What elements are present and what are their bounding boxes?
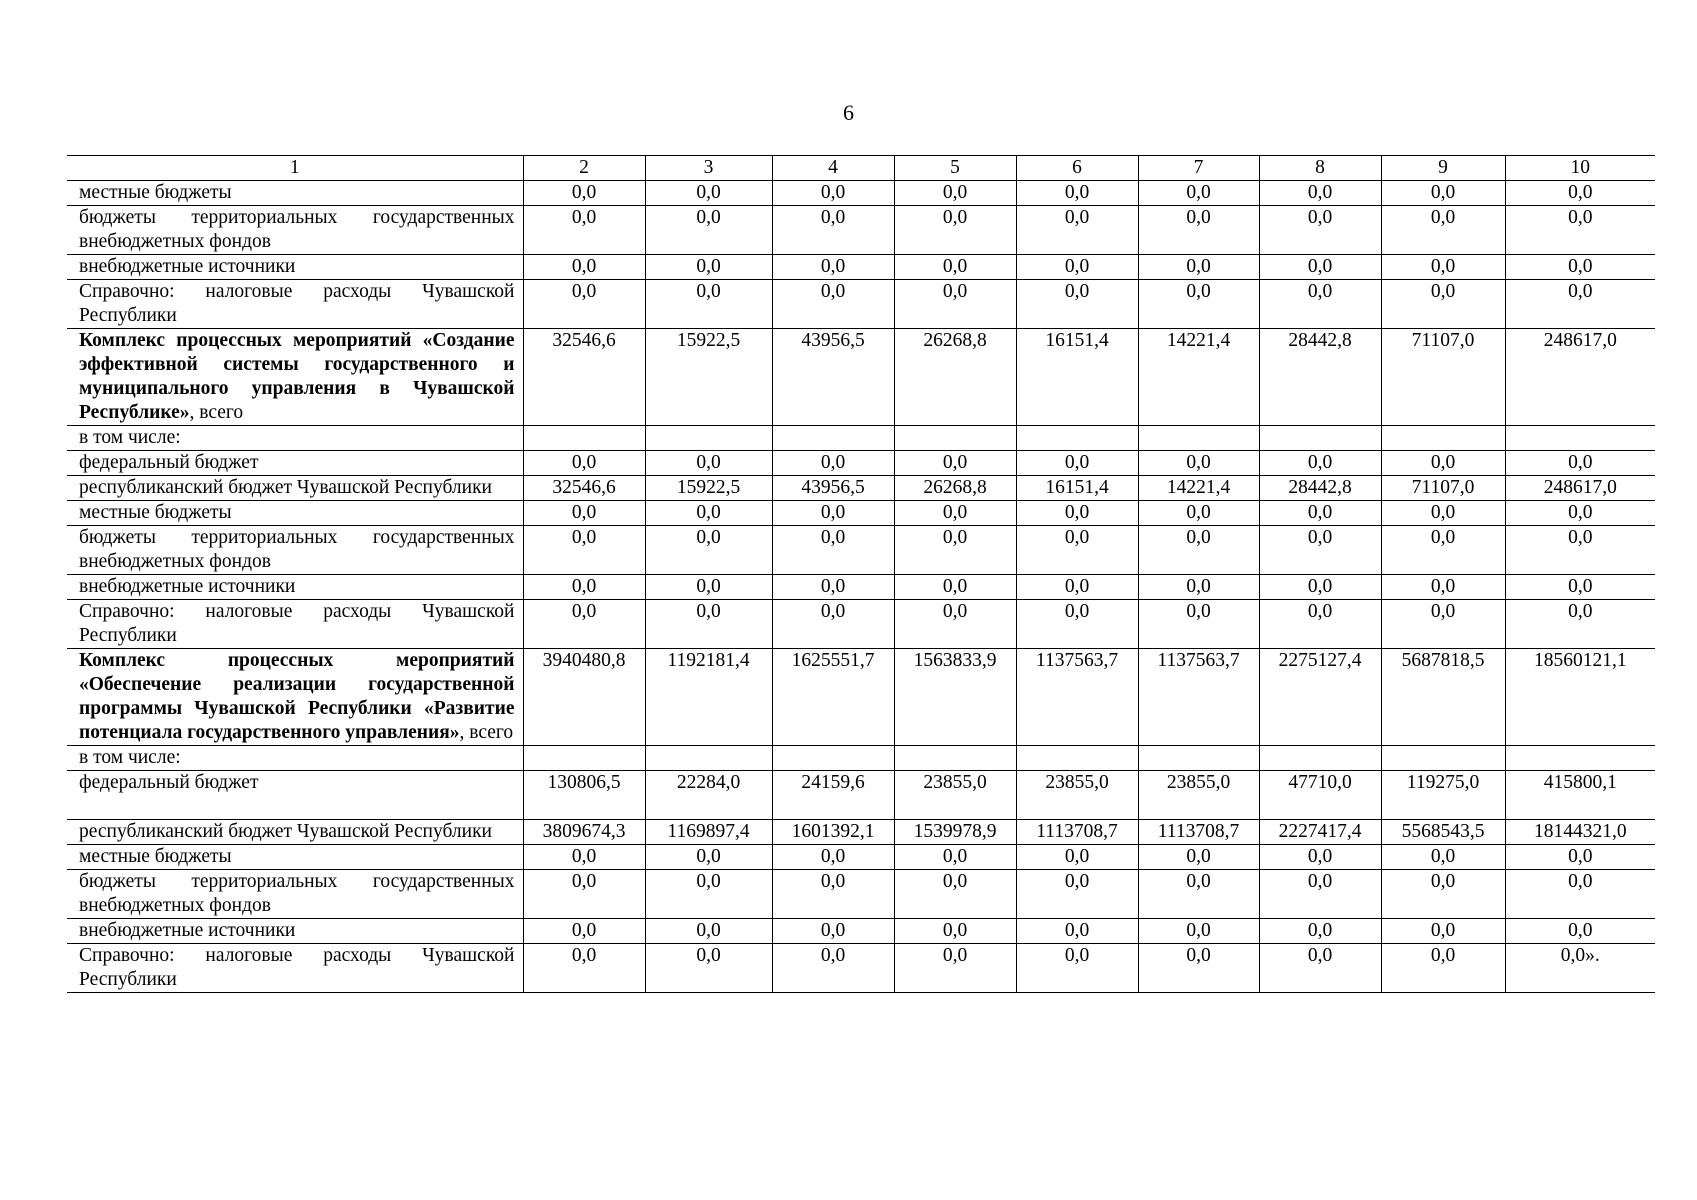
value-cell [772,426,894,451]
value-cell: 0,0 [645,870,772,919]
value-cell: 0,0 [523,255,645,280]
value-cell: 2275127,4 [1259,649,1381,746]
value-cell: 0,0 [645,575,772,600]
table-row [67,451,1655,476]
value-cell: 0,0 [1259,181,1381,206]
value-cell: 0,0 [894,575,1016,600]
value-cell: 0,0 [523,526,645,575]
value-cell [523,426,645,451]
value-cell: 0,0 [645,451,772,476]
value-cell: 0,0 [645,944,772,993]
row-label: внебюджетные источники [67,919,523,944]
value-cell: 0,0 [1505,501,1655,526]
header-cell: 4 [772,156,894,181]
row-label: федеральный бюджет [67,451,523,476]
table-header-row [67,156,1655,181]
value-cell: 0,0 [523,181,645,206]
value-cell: 43956,5 [772,329,894,426]
table-row [67,820,1655,845]
value-cell: 0,0 [1381,181,1505,206]
row-label: местные бюджеты [67,501,523,526]
value-cell: 0,0 [894,255,1016,280]
value-cell: 0,0 [1381,944,1505,993]
value-cell: 119275,0 [1381,771,1505,820]
value-cell: 28442,8 [1259,476,1381,501]
value-cell: 130806,5 [523,771,645,820]
value-cell: 0,0 [1016,600,1138,649]
value-cell [894,426,1016,451]
value-cell: 0,0 [523,575,645,600]
value-cell: 0,0 [645,501,772,526]
value-cell: 0,0 [1138,845,1259,870]
value-cell: 1113708,7 [1138,820,1259,845]
header-cell: 10 [1505,156,1655,181]
value-cell: 0,0 [1138,870,1259,919]
value-cell: 0,0 [1505,870,1655,919]
row-label: в том числе: [67,426,523,451]
value-cell: 22284,0 [645,771,772,820]
value-cell: 16151,4 [1016,329,1138,426]
value-cell: 0,0 [1381,600,1505,649]
header-cell: 1 [67,156,523,181]
value-cell: 0,0 [1381,451,1505,476]
value-cell: 1192181,4 [645,649,772,746]
value-cell: 0,0 [1138,255,1259,280]
value-cell [1381,426,1505,451]
value-cell: 26268,8 [894,476,1016,501]
value-cell: 0,0 [894,451,1016,476]
table-row [67,944,1655,993]
value-cell: 0,0 [645,526,772,575]
value-cell: 0,0 [523,845,645,870]
value-cell: 0,0 [1505,845,1655,870]
value-cell [1138,426,1259,451]
value-cell: 0,0 [523,451,645,476]
value-cell: 0,0 [1259,600,1381,649]
value-cell: 0,0 [1505,206,1655,255]
value-cell: 0,0 [1138,501,1259,526]
row-label: бюджеты территориальных государственных внебюджетных фондов [67,206,523,255]
value-cell: 0,0 [772,206,894,255]
value-cell: 0,0 [1138,919,1259,944]
value-cell: 0,0 [1138,280,1259,329]
value-cell: 0,0 [894,280,1016,329]
value-cell: 0,0». [1505,944,1655,993]
value-cell: 5687818,5 [1381,649,1505,746]
value-cell: 0,0 [1505,526,1655,575]
value-cell: 1625551,7 [772,649,894,746]
value-cell: 32546,6 [523,329,645,426]
value-cell: 1137563,7 [1138,649,1259,746]
value-cell: 0,0 [1138,526,1259,575]
value-cell: 14221,4 [1138,476,1259,501]
row-label-bold: Комплекс процессных мероприятий «Обеспечение реализации государственной программы Чувашской Республики «Развитие потенциала государственного управления» [79,650,515,743]
value-cell: 0,0 [1259,870,1381,919]
value-cell [1016,746,1138,771]
value-cell: 0,0 [1505,451,1655,476]
value-cell [1016,426,1138,451]
value-cell: 0,0 [1505,600,1655,649]
row-label: местные бюджеты [67,181,523,206]
value-cell: 1539978,9 [894,820,1016,845]
value-cell: 0,0 [1505,280,1655,329]
value-cell: 0,0 [523,206,645,255]
value-cell [1259,426,1381,451]
table-row [67,845,1655,870]
page-number: 6 [843,100,854,125]
value-cell: 32546,6 [523,476,645,501]
value-cell: 0,0 [772,919,894,944]
budget-table [67,155,1655,993]
value-cell: 0,0 [894,526,1016,575]
table-row [67,476,1655,501]
value-cell: 0,0 [1138,206,1259,255]
row-label: республиканский бюджет Чувашской Республики [67,476,523,501]
header-cell: 5 [894,156,1016,181]
value-cell: 0,0 [645,255,772,280]
table-row [67,426,1655,451]
row-label: внебюджетные источники [67,575,523,600]
header-cell: 2 [523,156,645,181]
value-cell: 415800,1 [1505,771,1655,820]
value-cell: 5568543,5 [1381,820,1505,845]
value-cell: 0,0 [1138,181,1259,206]
row-label: Справочно: налоговые расходы Чувашской Республики [67,944,523,993]
value-cell: 0,0 [894,944,1016,993]
value-cell: 0,0 [772,575,894,600]
value-cell: 0,0 [523,870,645,919]
value-cell: 26268,8 [894,329,1016,426]
value-cell: 0,0 [772,451,894,476]
value-cell: 0,0 [894,600,1016,649]
value-cell: 0,0 [645,600,772,649]
value-cell: 0,0 [1259,575,1381,600]
value-cell: 0,0 [1016,181,1138,206]
value-cell: 23855,0 [1016,771,1138,820]
value-cell: 0,0 [1016,451,1138,476]
row-label-suffix: , всего [189,402,244,423]
value-cell: 0,0 [1505,575,1655,600]
table-row [67,255,1655,280]
value-cell: 0,0 [1016,501,1138,526]
header-cell: 3 [645,156,772,181]
value-cell: 0,0 [1381,255,1505,280]
value-cell: 0,0 [1259,255,1381,280]
value-cell: 0,0 [1259,451,1381,476]
value-cell: 15922,5 [645,329,772,426]
value-cell: 43956,5 [772,476,894,501]
row-label: бюджеты территориальных государственных внебюджетных фондов [67,526,523,575]
row-label: внебюджетные источники [67,255,523,280]
value-cell: 0,0 [772,255,894,280]
value-cell: 14221,4 [1138,329,1259,426]
header-cell: 6 [1016,156,1138,181]
table-row [67,771,1655,820]
value-cell: 0,0 [894,870,1016,919]
table-row [67,501,1655,526]
value-cell: 0,0 [1381,526,1505,575]
value-cell [523,746,645,771]
row-label [67,649,523,746]
row-label-bold: Комплекс процессных мероприятий «Создание эффективной системы государственного и муниципального управления в Чувашской Республике» [79,330,515,423]
value-cell: 0,0 [894,181,1016,206]
table-row [67,526,1655,575]
row-label: Справочно: налоговые расходы Чувашской Республики [67,280,523,329]
value-cell: 0,0 [1259,280,1381,329]
value-cell: 0,0 [1505,919,1655,944]
table-row [67,870,1655,919]
value-cell: 0,0 [894,206,1016,255]
value-cell: 0,0 [772,845,894,870]
value-cell: 0,0 [1016,575,1138,600]
value-cell [1505,426,1655,451]
value-cell [1138,746,1259,771]
table-row [67,280,1655,329]
value-cell: 3940480,8 [523,649,645,746]
value-cell: 0,0 [1138,944,1259,993]
value-cell: 0,0 [772,181,894,206]
value-cell: 0,0 [523,919,645,944]
value-cell: 0,0 [1016,919,1138,944]
value-cell: 1137563,7 [1016,649,1138,746]
value-cell: 0,0 [523,600,645,649]
value-cell: 0,0 [1016,870,1138,919]
value-cell: 0,0 [1381,280,1505,329]
value-cell: 0,0 [1505,255,1655,280]
row-label: местные бюджеты [67,845,523,870]
table-row [67,919,1655,944]
table-row [67,181,1655,206]
table-row [67,329,1655,426]
value-cell: 0,0 [1381,575,1505,600]
value-cell: 0,0 [645,919,772,944]
value-cell: 0,0 [1381,919,1505,944]
value-cell: 0,0 [894,919,1016,944]
value-cell: 1563833,9 [894,649,1016,746]
value-cell [1259,746,1381,771]
value-cell: 18560121,1 [1505,649,1655,746]
value-cell: 0,0 [1016,845,1138,870]
header-cell: 8 [1259,156,1381,181]
table-row [67,575,1655,600]
value-cell: 2227417,4 [1259,820,1381,845]
value-cell: 0,0 [772,526,894,575]
value-cell: 0,0 [523,501,645,526]
table-row [67,206,1655,255]
value-cell: 0,0 [1016,280,1138,329]
value-cell [645,426,772,451]
value-cell [1381,746,1505,771]
value-cell: 1601392,1 [772,820,894,845]
value-cell: 0,0 [894,845,1016,870]
value-cell: 1169897,4 [645,820,772,845]
value-cell: 0,0 [1259,501,1381,526]
value-cell [772,746,894,771]
value-cell: 0,0 [1259,206,1381,255]
value-cell: 0,0 [772,600,894,649]
value-cell: 0,0 [1138,600,1259,649]
value-cell: 0,0 [1381,501,1505,526]
value-cell: 0,0 [1016,255,1138,280]
value-cell: 28442,8 [1259,329,1381,426]
value-cell: 0,0 [645,206,772,255]
value-cell: 0,0 [645,845,772,870]
value-cell [894,746,1016,771]
value-cell: 0,0 [1259,845,1381,870]
value-cell: 23855,0 [1138,771,1259,820]
value-cell: 0,0 [1016,206,1138,255]
value-cell: 0,0 [1381,870,1505,919]
value-cell: 18144321,0 [1505,820,1655,845]
value-cell: 15922,5 [645,476,772,501]
value-cell: 1113708,7 [1016,820,1138,845]
value-cell: 24159,6 [772,771,894,820]
value-cell: 0,0 [1138,575,1259,600]
value-cell: 71107,0 [1381,329,1505,426]
header-cell: 7 [1138,156,1259,181]
value-cell: 0,0 [1381,845,1505,870]
value-cell: 0,0 [772,501,894,526]
table-body [67,156,1655,993]
value-cell: 248617,0 [1505,329,1655,426]
value-cell: 248617,0 [1505,476,1655,501]
value-cell [645,746,772,771]
table-row [67,600,1655,649]
value-cell: 0,0 [772,280,894,329]
table-row [67,649,1655,746]
value-cell: 0,0 [894,501,1016,526]
value-cell: 0,0 [1381,206,1505,255]
value-cell: 0,0 [1259,944,1381,993]
value-cell: 0,0 [1505,181,1655,206]
value-cell: 0,0 [1016,944,1138,993]
value-cell: 0,0 [523,280,645,329]
value-cell: 23855,0 [894,771,1016,820]
row-label: Справочно: налоговые расходы Чувашской Республики [67,600,523,649]
value-cell: 71107,0 [1381,476,1505,501]
value-cell: 0,0 [772,944,894,993]
value-cell: 0,0 [1259,919,1381,944]
table-row [67,746,1655,771]
value-cell: 47710,0 [1259,771,1381,820]
value-cell: 0,0 [523,944,645,993]
value-cell: 0,0 [1259,526,1381,575]
value-cell: 0,0 [645,280,772,329]
row-label: в том числе: [67,746,523,771]
value-cell: 0,0 [645,181,772,206]
value-cell: 0,0 [1016,526,1138,575]
row-label: федеральный бюджет [67,771,523,820]
row-label-suffix: , всего [459,722,514,743]
value-cell [1505,746,1655,771]
row-label: бюджеты территориальных государственных внебюджетных фондов [67,870,523,919]
value-cell: 0,0 [772,870,894,919]
value-cell: 3809674,3 [523,820,645,845]
row-label [67,329,523,426]
row-label: республиканский бюджет Чувашской Республики [67,820,523,845]
value-cell: 16151,4 [1016,476,1138,501]
value-cell: 0,0 [1138,451,1259,476]
header-cell: 9 [1381,156,1505,181]
